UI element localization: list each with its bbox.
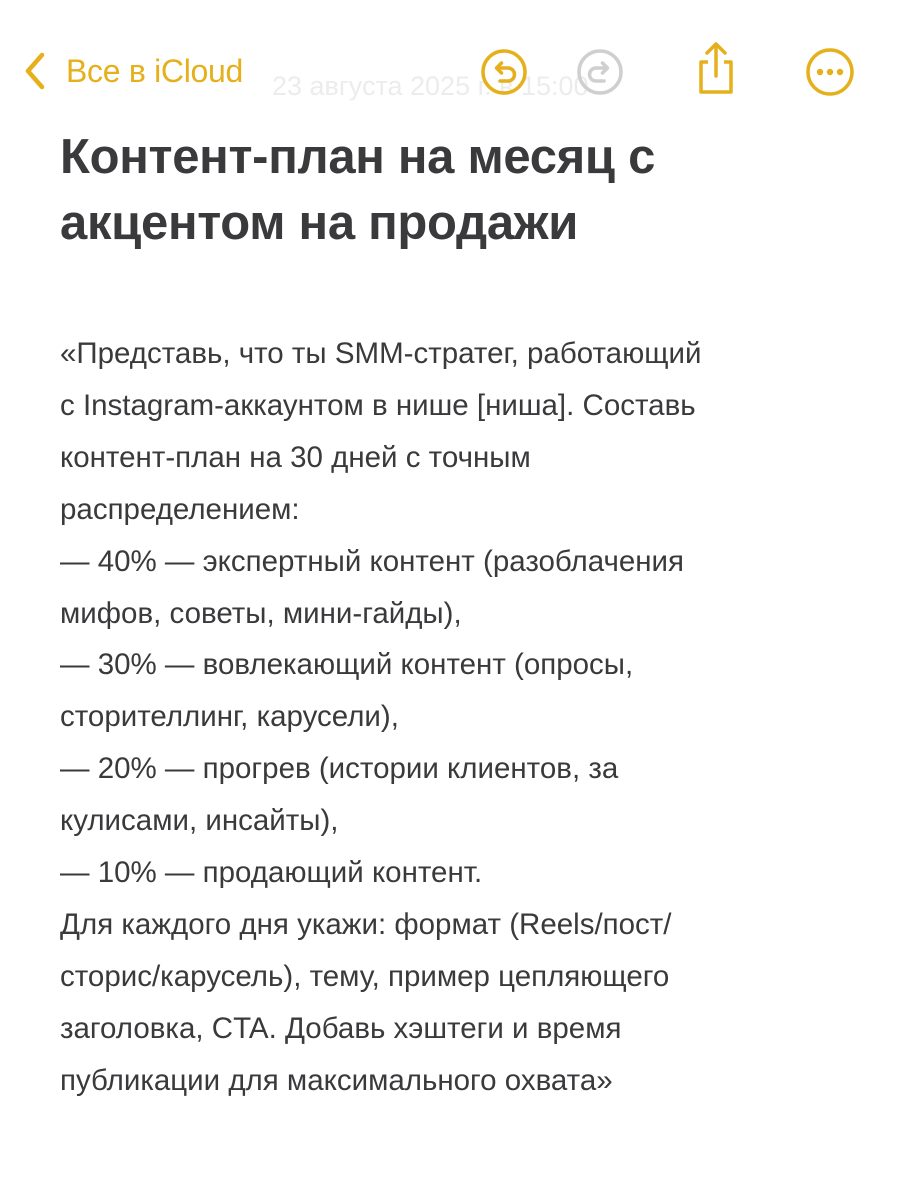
note-line: сторителлинг, карусели),: [60, 700, 399, 734]
note-line: сторис/карусель), тему, пример цепляющего: [60, 959, 670, 993]
note-title[interactable]: Контент-план на месяц с акцентом на продажи: [60, 130, 656, 250]
more-icon: [805, 47, 855, 97]
note-line: — 30% — вовлекающий контент (опросы,: [60, 648, 634, 682]
note-line: — 40% — экспертный контент (разоблачения: [60, 544, 684, 578]
note-line: мифов, советы, мини-гайды),: [60, 596, 462, 630]
redo-icon: [576, 48, 624, 96]
note-line: заголовка, CTA. Добавь хэштеги и время: [60, 1011, 622, 1045]
redo-button[interactable]: [576, 48, 624, 96]
chevron-left-icon: [24, 52, 46, 90]
more-button[interactable]: [806, 48, 854, 96]
undo-icon: [480, 48, 528, 96]
note-line: — 10% — продающий контент.: [60, 856, 483, 890]
note-line: публикации для максимального охвата»: [60, 1063, 613, 1097]
back-button[interactable]: [24, 46, 243, 96]
note-date: 23 августа 2025 г. в 15:00: [272, 71, 589, 101]
note-line: Для каждого дня укажи: формат (Reels/пост/: [60, 907, 672, 941]
note-line: «Представь, что ты SMM-стратег, работающий: [60, 337, 702, 370]
note-line: с Instagram-аккаунтом в нише [ниша]. Составь: [60, 388, 696, 422]
note-body[interactable]: [60, 328, 850, 1107]
share-button[interactable]: [692, 44, 740, 92]
navigation-bar: [0, 40, 900, 102]
back-label: Все в iCloud: [66, 52, 244, 89]
note-line: — 20% — прогрев (истории клиентов, за: [60, 752, 619, 786]
share-icon: [692, 40, 740, 96]
note-line: распределением:: [60, 492, 300, 526]
note-line: кулисами, инсайты),: [60, 804, 339, 838]
undo-button[interactable]: [480, 48, 528, 96]
note-line: контент-план на 30 дней с точным: [60, 440, 531, 474]
